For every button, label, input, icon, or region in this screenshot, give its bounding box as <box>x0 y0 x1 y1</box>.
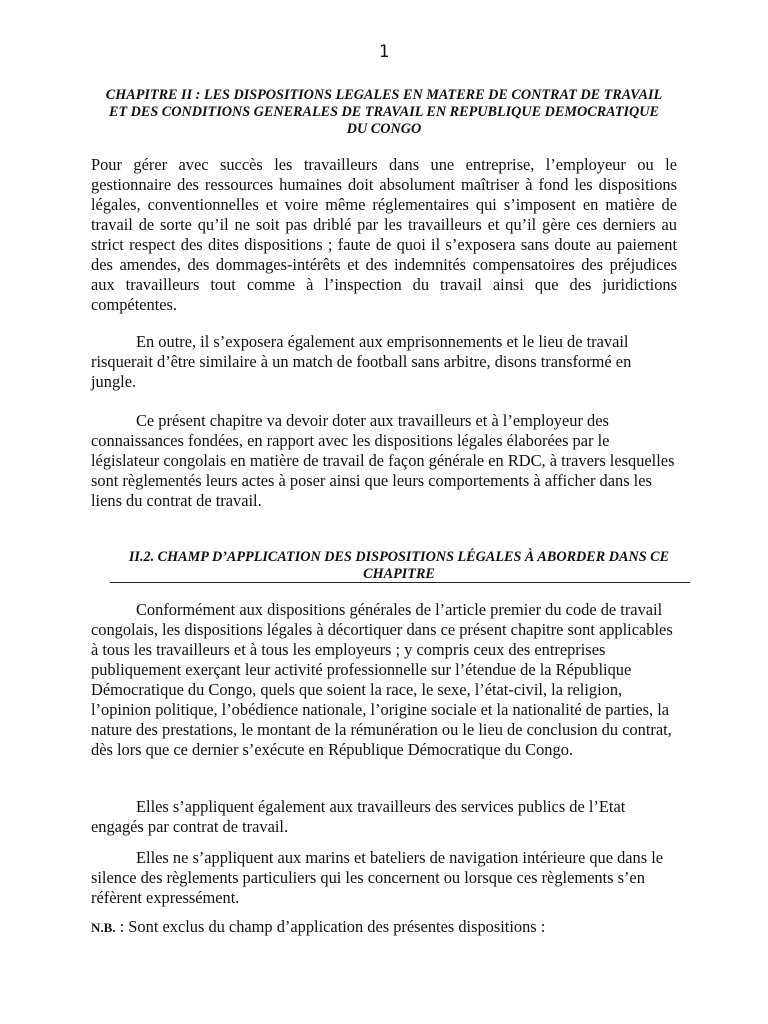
section-underline <box>110 582 690 583</box>
paragraph-consequences-text: En outre, il s’exposera également aux emprisonnements et le lieu de travail risquerait d’être similaire à un match de football sans arbitre, disons transformé en jungle. <box>91 332 632 391</box>
paragraph-chapter-purpose-text: Ce présent chapitre va devoir doter aux travailleurs et à l’employeur des connaissances fondées, en rapport avec les dispositions légales élaborées par le législateur congolais en matière de travail de façon générale en RDC, à travers lesquelles sont règlementés leurs actes à poser ainsi que leurs comportements à afficher dans les liens du contrat de travail. <box>91 411 675 510</box>
paragraph-public-services <box>91 797 677 837</box>
nb-note <box>91 917 677 938</box>
section-title: II.2. CHAMP D’APPLICATION DES DISPOSITIONS LÉGALES À ABORDER DANS CE CHAPITRE <box>128 549 670 582</box>
chapter-title: CHAPITRE II : LES DISPOSITIONS LEGALES EN MATERE DE CONTRAT DE TRAVAIL ET DES CONDITIONS GENERALES DE TRAVAIL EN REPUBLIQUE DEMOCRATIQUE DU CONGO <box>105 87 663 137</box>
nb-label: N.B. <box>91 920 116 935</box>
paragraph-consequences <box>91 332 677 392</box>
paragraph-intro <box>91 155 677 315</box>
paragraph-sailors <box>91 848 677 908</box>
paragraph-intro-text: Pour gérer avec succès les travailleurs dans une entreprise, l’employeur ou le gestionnaire des ressources humaines doit absolument maîtriser à fond les dispositions légales, conventionnelles et voire même réglementaires qui s’imposent en matière de travail de sorte qu’il ne soit pas driblé par les travailleurs et qu’il gère ces derniers au strict respect des dites dispositions ; faute de quoi il s’exposera sans doute au paiement des amendes, des dommages-intérêts et des indemnités compensatoires des préjudices aux travailleurs tout comme à l’inspection du travail ainsi que des juridictions compétentes. <box>91 155 677 314</box>
paragraph-chapter-purpose <box>91 411 677 511</box>
page-number: 1 <box>378 42 390 62</box>
paragraph-scope-text: Conformément aux dispositions générales de l’article premier du code de travail congolais, les dispositions légales à décortiquer dans ce présent chapitre sont applicables à tous les travailleurs et à tous les employeurs ; y compris ceux des entreprises publiquement exerçant leur activité professionnelle sur l’étendue de la République Démocratique du Congo, quels que soient la race, le sexe, l’état-civil, la religion, l’opinion politique, l’obédience nationale, l’origine sociale et la nationalité de parties, la nature des prestations, le montant de la rémunération ou le lieu de conclusion du contrat, dès lors que ce dernier s’exécute en République Démocratique du Congo. <box>91 600 673 759</box>
paragraph-sailors-text: Elles ne s’appliquent aux marins et bateliers de navigation intérieure que dans le silence des règlements particuliers qui les concernent ou lorsque ces règlements s’en réfèrent expressément. <box>91 848 664 907</box>
nb-text: : Sont exclus du champ d’application des présentes dispositions : <box>115 917 546 936</box>
paragraph-public-services-text: Elles s’appliquent également aux travailleurs des services publics de l’Etat engagés par contrat de travail. <box>91 797 626 836</box>
paragraph-scope <box>91 600 677 760</box>
